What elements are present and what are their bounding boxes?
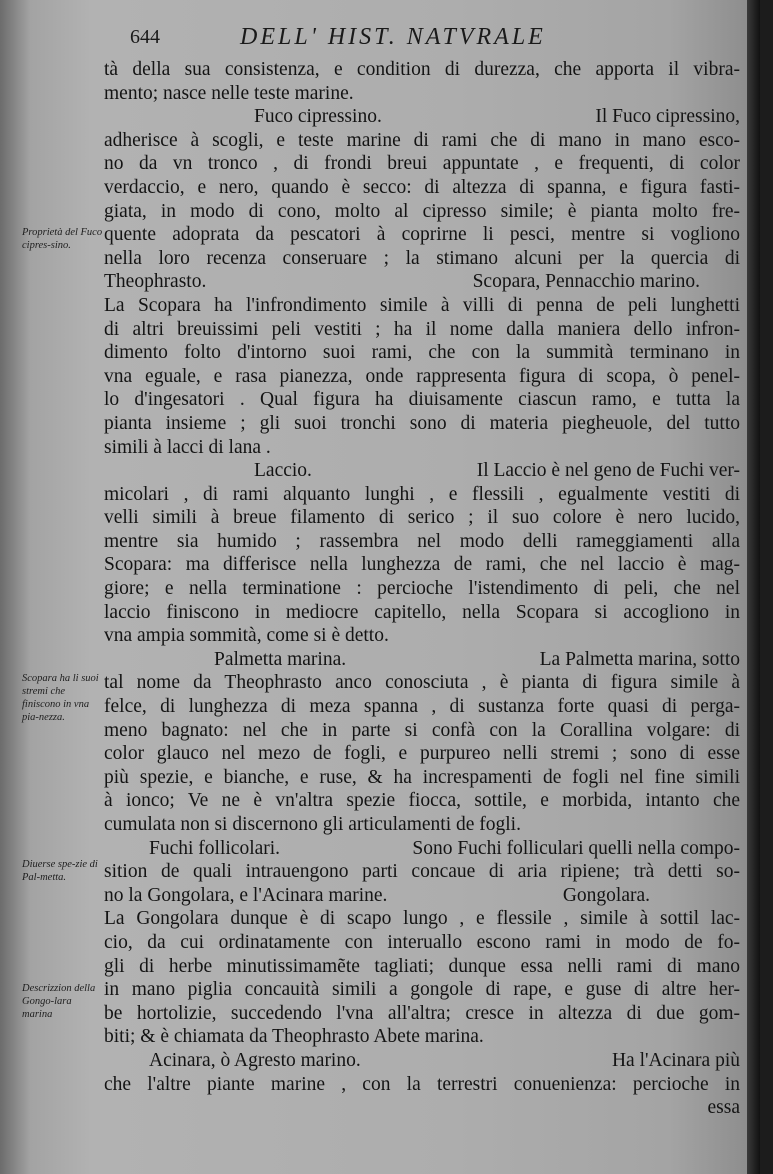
text-line: cumulata non si discernono gli articulamenti de fogli.: [104, 814, 521, 835]
text-line: tà della sua consistenza, e condition di durezza, che apporta il vibra-: [104, 59, 740, 80]
running-title: DELL' HIST. NATVRALE: [240, 24, 546, 50]
margin-note-scopara: Scopara ha li suoi stremi che finiscono in vna pia-nezza.: [22, 673, 99, 723]
text-line: micolari , di rami alquanto lunghi , e flessili , egualmente vestiti di: [104, 483, 740, 505]
text-line: felce, di lunghezza di meza spanna , di sustanza forte quasi di perga-: [104, 696, 740, 718]
text-line: no da vn tronco , di frondi breui appuntate , e frequenti, di color: [104, 153, 740, 175]
text-line: simili à lacci di lana .: [104, 436, 271, 458]
text-line: che l'altre piante marine , con la terrestri conuenienza: percioche in: [104, 1073, 740, 1095]
text-line: dimento folto d'intorno suoi rami, che con la summità terminano in: [104, 342, 740, 364]
margin-note-fuco: Proprietà del Fuco cipres-sino.: [22, 227, 103, 251]
text-line: lo d'ingesatori . Qual figura ha diuisamente ciascun ramo, e tutta la: [104, 389, 740, 411]
text-segment: Il Laccio è nel geno de Fuchi ver-: [476, 460, 740, 482]
section-heading-fuchi-follicolari: Fuchi follicolari.: [149, 837, 281, 859]
text-line: mentre sia humido ; rassembra nel modo delli rameggiamenti alla: [104, 530, 740, 552]
text-segment: Il Fuco cipressino,: [595, 106, 740, 128]
text-line: di altri breuissimi peli vestiti ; ha il nome dalla maniera dello infron-: [104, 318, 740, 340]
text-line: La Gongolara dunque è di scapo lungo , e flessile , simile à sottil lac-: [104, 908, 740, 930]
text-line: La Scopara ha l'infrondimento simile à villi di penna de peli lunghetti: [104, 294, 740, 316]
section-heading-palmetta: Palmetta marina.: [214, 648, 347, 670]
text-segment: Ha l'Acinara più: [611, 1049, 740, 1071]
section-heading-line: [104, 648, 740, 672]
text-line: vna eguale, e rasa pianezza, onde rappresenta figura di scopa, ò penel-: [104, 365, 740, 387]
text-line: giore; e nella terminatione : percioche l'istendimento di peli, che nel: [104, 578, 740, 600]
section-heading-line: [104, 105, 740, 129]
text-segment: no la Gongolara, e l'Acinara marine.: [104, 884, 388, 906]
section-heading-fuco: Fuco cipressino.: [254, 106, 382, 128]
text-line: be hortolizie, succedendo l'vna all'altra; cresce in altezza di due gom-: [104, 1002, 740, 1024]
text-line: cio, da cui ordinatamente con interuallo escono rami in modo de fo-: [104, 931, 740, 953]
section-heading-line: [104, 270, 740, 294]
text-line: mento; nasce nelle teste marine.: [104, 82, 354, 104]
text-line: in mano piglia concauità simili a gongole di rape, e guse di altre her-: [104, 979, 740, 1001]
margin-note-palmetta: Diuerse spe-zie di Pal-metta.: [22, 859, 98, 883]
section-heading-scopara: Scopara, Pennacchio marino.: [472, 271, 700, 293]
catchword: essa: [707, 1097, 740, 1119]
section-heading-acinara: Acinara, ò Agresto marino.: [149, 1049, 361, 1071]
text-line: meno bagnato: nel che in parte si confà con la Corallina volgare: di: [104, 719, 740, 741]
text-line: biti; & è chiamata da Theophrasto Abete marina.: [104, 1026, 484, 1048]
section-heading-gongolara: Gongolara.: [562, 884, 650, 906]
text-segment: Theophrasto.: [104, 271, 207, 293]
text-line: più spezie, e bianche, e ruse, & ha increspamenti de fogli nel fine simili: [104, 766, 740, 788]
text-line: tal nome da Theophrasto anco conosciuta , è pianta di figura simile à: [104, 672, 740, 694]
text-line: nella loro recenza conseruare ; la stimano alcuni per la quercia di: [104, 247, 740, 269]
text-line: vna ampia sommità, come si è detto.: [104, 625, 389, 647]
text-line: giata, in modo di cono, molto al cipresso simile; è pianta molto fre-: [104, 200, 740, 222]
text-line: pianta insieme ; gli suoi tronchi sono di materia piegheuole, del tutto: [104, 412, 740, 434]
section-heading-line: [104, 837, 740, 861]
text-line: adherisce à scogli, e teste marine di rami che di mano in mano esco-: [104, 129, 740, 151]
text-line: à ionco; Ve ne è vn'altra spezie fiocca, sottile, e morbida, intanto che: [104, 790, 740, 812]
section-heading-line: [104, 1049, 740, 1073]
main-text: [104, 58, 740, 1120]
text-line: laccio finiscono in mediocre capitello, nella Scopara si accogliono in: [104, 601, 740, 623]
text-line: color glauco nel mezo de fogli, e purpureo nelli stremi ; sono di esse: [104, 743, 740, 765]
running-header: [0, 20, 760, 60]
section-heading-laccio: Laccio.: [254, 460, 312, 482]
text-line: verdaccio, e nero, quando è secco: di altezza di spanna, e figura fasti-: [104, 176, 740, 198]
text-line: Scopara: ma differisce nella lunghezza de rami, che nel laccio è mag-: [104, 554, 740, 576]
section-heading-line: [104, 884, 740, 908]
text-line: quente adoprata da pescatori à coprirne li pesci, mentre si vogliono: [104, 224, 740, 246]
text-line: velli simili à breue filamento di serico ; il suo colore è nero lucido,: [104, 507, 740, 529]
section-heading-line: [104, 459, 740, 483]
text-segment: Sono Fuchi folliculari quelli nella compo-: [412, 837, 740, 859]
margin-note-gongolara: Descrizzion della Gongo-lara marina: [22, 983, 96, 1020]
page-edge: [747, 0, 760, 1174]
text-segment: La Palmetta marina, sotto: [539, 648, 740, 670]
text-line: gli di herbe minutissimamẽte tagliati; dunque essa nelli rami di mano: [104, 955, 740, 977]
page-number: 644: [130, 26, 160, 48]
text-line: sition de quali intrauengono parti concaue di aria ripiene; trà detti so-: [104, 861, 740, 883]
